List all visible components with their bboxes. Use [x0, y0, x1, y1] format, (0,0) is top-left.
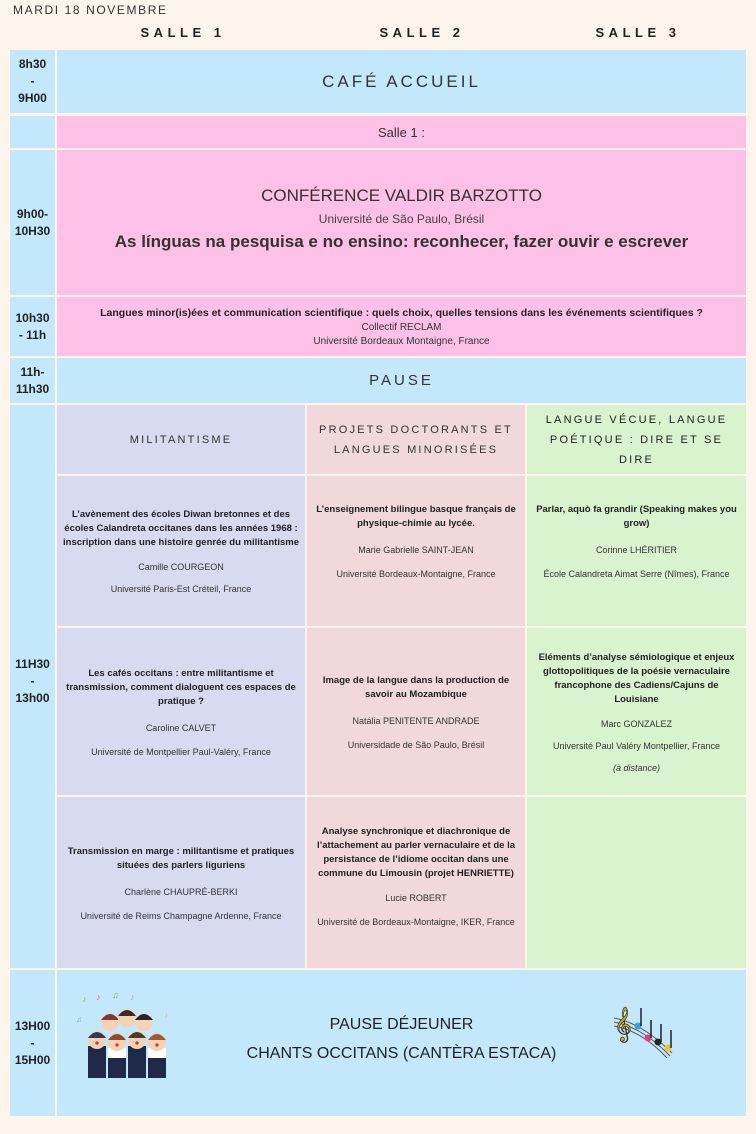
- talk-cell: [307, 797, 525, 968]
- talk-note: (à distance): [612, 762, 661, 773]
- conference-cell: [57, 150, 746, 295]
- time-cell-lunch: [10, 970, 55, 1116]
- lunch-line1: PAUSE DÉJEUNER: [329, 1015, 474, 1033]
- talk-title: Analyse synchronique et diachronique de l’attachement au parler vernaculaire et de la persistance de l’idiome occitan dans une commune du Limousin (projet HENRIETTE): [317, 825, 516, 879]
- talk-speaker: Camille COURGEON: [138, 562, 224, 572]
- time-cell-cafe: [10, 50, 55, 113]
- conference-subtitle: As línguas na pesquisa e no ensino: reconhecer, fazer ouvir e escrever: [114, 231, 689, 251]
- time-cell-conference: [10, 150, 55, 295]
- time-start: 10h30: [15, 310, 50, 325]
- cafe-accueil-label: CAFÉ ACCUEIL: [322, 71, 481, 91]
- talk-affiliation: École Calandreta Aimat Serre (Nîmes), France: [543, 569, 730, 579]
- time-cell-pause: [10, 358, 55, 403]
- talk-title: Transmission en marge : militantisme et pratiques situées des parlers liguriens: [67, 845, 295, 871]
- room-header-3: SALLE 3: [595, 25, 681, 40]
- svg-text:♪: ♪: [82, 994, 87, 1004]
- talk-affiliation: Université Paris-Est Créteil, France: [110, 584, 252, 594]
- salle-note-label: Salle 1 :: [378, 124, 425, 140]
- reclam-title: Langues minor(is)ées et communication scientifique : quels choix, quelles tensions dans les événements scientifiques ?: [100, 306, 703, 319]
- time-separator: -: [30, 1035, 35, 1050]
- time-cell-empty: [10, 116, 55, 148]
- talk-speaker: Natália PENITENTE ANDRADE: [352, 715, 480, 726]
- talk-speaker: Lucie ROBERT: [385, 892, 447, 903]
- time-start: 11h-: [20, 364, 45, 379]
- reclam-speaker: Collectif RECLAM: [361, 321, 442, 333]
- time-end: - 11h: [18, 327, 47, 342]
- track-name: PROJETS DOCTORANTS ET LANGUES MINORISÉES: [319, 423, 513, 456]
- time-separator: -: [30, 674, 35, 688]
- reclam-affiliation: Université Bordeaux Montaigne, France: [313, 335, 490, 347]
- svg-text:𝄞: 𝄞: [614, 1008, 632, 1041]
- time-end: 11h30: [15, 381, 50, 396]
- talk-title: Parlar, aquò fa grandir (Speaking makes you grow): [536, 504, 737, 529]
- time-separator: -: [30, 74, 35, 88]
- pause-label: PAUSE: [369, 372, 434, 389]
- track-name: MILITANTISME: [129, 433, 233, 446]
- room-header-1: SALLE 1: [140, 25, 226, 40]
- time-start: 9h00-: [16, 206, 49, 221]
- talk-speaker: Marie Gabrielle SAINT-JEAN: [358, 545, 474, 555]
- conference-affiliation: Université de São Paulo, Brésil: [318, 211, 485, 226]
- talk-cell: [57, 628, 305, 795]
- cafe-accueil-cell: [57, 50, 746, 113]
- talk-title: Image de la langue dans la production de savoir au Mozambique: [322, 674, 510, 700]
- time-end: 13h00: [15, 691, 50, 705]
- pause-cell: [57, 358, 746, 403]
- reclam-cell: [57, 297, 746, 356]
- time-end: 10H30: [14, 223, 51, 238]
- room-header-2: SALLE 2: [379, 25, 465, 40]
- talk-speaker: Caroline CALVET: [145, 722, 217, 733]
- time-start: 8h30: [18, 57, 47, 71]
- talk-speaker: Marc GONZALEZ: [600, 718, 672, 729]
- talk-affiliation: Université de Montpellier Paul-Valéry, France: [91, 746, 271, 757]
- talk-cell: [307, 628, 525, 795]
- svg-text:♪: ♪: [164, 1011, 168, 1020]
- talk-affiliation: Université de Bordeaux-Montaigne, IKER, France: [317, 916, 515, 927]
- svg-text:♫: ♫: [112, 990, 119, 1000]
- talk-cell: [57, 476, 305, 626]
- talk-cell: [57, 797, 305, 968]
- talk-cell: [307, 476, 525, 626]
- time-end: 9H00: [18, 91, 47, 105]
- talk-affiliation: Université Paul Valéry Montpellier, France: [553, 740, 720, 751]
- music-notes-icon: [612, 998, 684, 1058]
- svg-text:♪: ♪: [130, 992, 135, 1002]
- talk-title: Les cafés occitans : entre militantisme et transmission, comment dialoguent ces espaces de pratique ?: [66, 667, 296, 707]
- talk-affiliation: Université Bordeaux-Montaigne, France: [336, 569, 496, 579]
- talk-affiliation: Universidade de São Paulo, Brésil: [347, 739, 485, 750]
- track-name: LANGUE VÉCUE, LANGUE POÉTIQUE : DIRE ET SE DIRE: [545, 413, 728, 466]
- date-label: MARDI 18 NOVEMBRE: [13, 3, 168, 17]
- time-cell-sessions: [10, 405, 55, 968]
- track-header-militantisme: [57, 405, 305, 474]
- talk-cell: [527, 628, 746, 795]
- conference-title: CONFÉRENCE VALDIR BARZOTTO: [261, 185, 542, 205]
- choir-singers-icon: [74, 990, 178, 1082]
- svg-text:♫: ♫: [76, 1015, 82, 1024]
- talk-title: Eléments d’analyse sémiologique et enjeux glottopolitiques de la poésie vernaculaire francophone des Cadiens/Cajuns de Louisiane: [538, 651, 735, 705]
- lunch-line2: CHANTS OCCITANS (CANTÈRA ESTACA): [246, 1044, 557, 1062]
- time-cell-reclam: [10, 297, 55, 356]
- empty-talk-cell: [527, 797, 746, 968]
- track-header-projets-doctorants: [307, 405, 525, 474]
- talk-title: L’avènement des écoles Diwan bretonnes et des écoles Calandreta occitanes dans les années 1968 : inscription dans une histoire genrée du militantisme: [63, 509, 299, 548]
- talk-speaker: Charlène CHAUPRÉ-BERKI: [124, 886, 238, 897]
- time-start: 13H00: [14, 1018, 51, 1033]
- talk-cell: [527, 476, 746, 626]
- svg-text:♪: ♪: [96, 992, 101, 1002]
- time-start: 11H30: [15, 657, 50, 671]
- talk-speaker: Corinne LHÉRITIER: [595, 545, 678, 555]
- talk-title: L’enseignement bilingue basque français de physique-chimie au lycée.: [316, 504, 516, 529]
- talk-affiliation: Université de Reims Champagne Ardenne, France: [80, 910, 282, 921]
- track-header-langue-vecue: [527, 405, 746, 474]
- salle-note-cell: [57, 116, 746, 148]
- time-end: 15H00: [14, 1052, 51, 1067]
